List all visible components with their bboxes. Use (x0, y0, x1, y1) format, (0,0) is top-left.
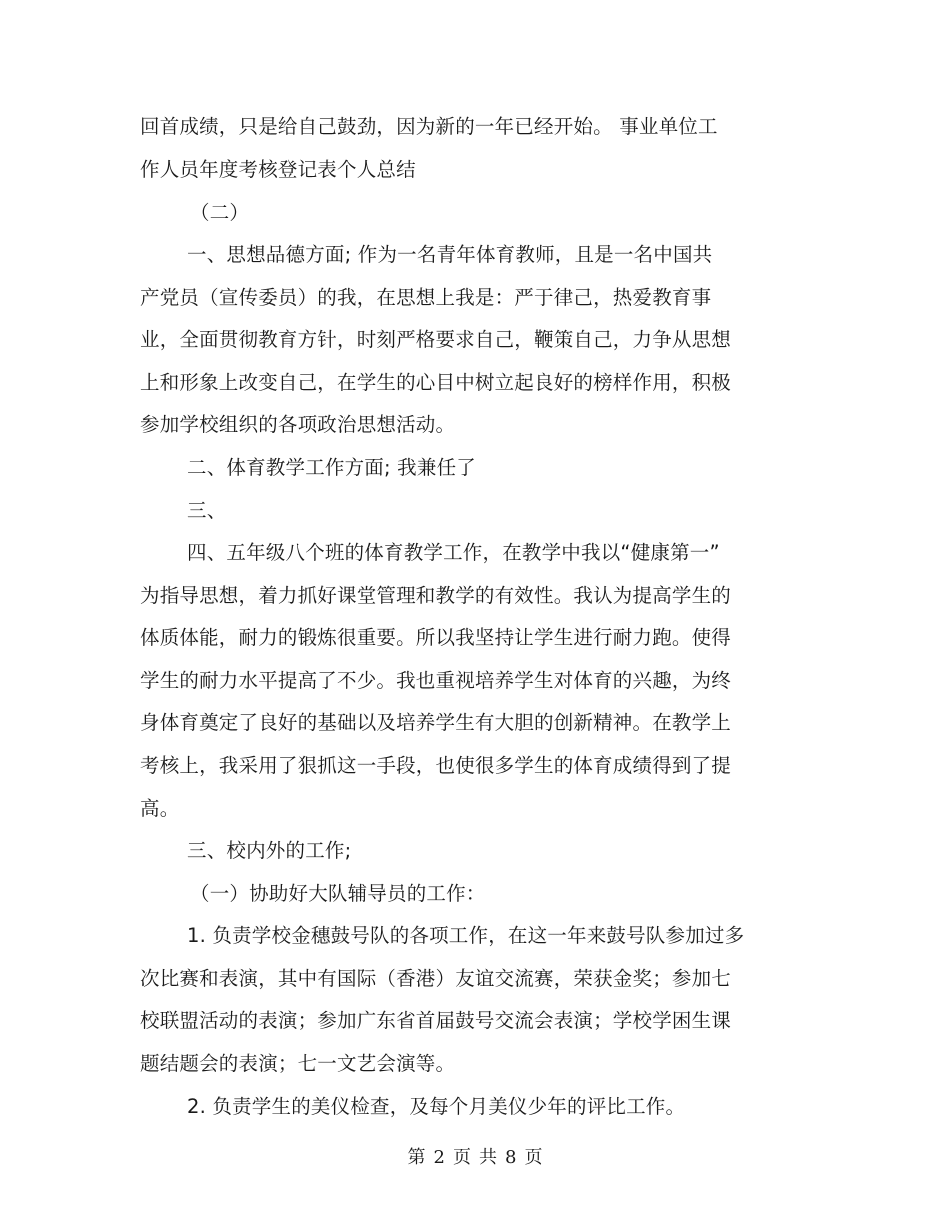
text-line-24: 2. 负责学生的美仪检查，及每个月美仪少年的评比工作。 (187, 1095, 686, 1118)
total-page-number: 8 (505, 1147, 517, 1168)
footer-prefix: 第 (407, 1147, 426, 1168)
text-line-10: 三、 (187, 499, 227, 522)
text-line-4: 一、思想品德方面; 作为一名青年体育教师，且是一名中国共 (187, 243, 713, 266)
footer-suffix: 页 (524, 1147, 543, 1168)
text-line-17: 高。 (140, 797, 180, 820)
text-line-20: 1. 负责学校金穗鼓号队的各项工作，在这一年来鼓号队参加过多 (187, 924, 745, 947)
text-line-23: 题结题会的表演；七一文艺会演等。 (140, 1052, 456, 1075)
text-line-6: 业，全面贯彻教育方针，时刻严格要求自己，鞭策自己，力争从思想 (140, 328, 732, 351)
page-footer (0, 1146, 950, 1170)
text-line-21: 次比赛和表演，其中有国际（香港）友谊交流赛，荣获金奖；参加七 (140, 967, 732, 990)
text-line-7: 上和形象上改变自己，在学生的心目中树立起良好的榜样作用，积极 (140, 371, 732, 394)
text-line-13: 体质体能，耐力的锻炼很重要。所以我坚持让学生进行耐力跑。使得 (140, 626, 732, 649)
footer-page-word: 页 (453, 1147, 471, 1168)
text-line-18: 三、校内外的工作; (187, 839, 352, 862)
text-line-12: 为指导思想，着力抓好课堂管理和教学的有效性。我认为提高学生的 (140, 584, 732, 607)
current-page-number: 2 (433, 1147, 445, 1168)
text-line-5: 产党员（宣传委员）的我，在思想上我是：严于律己，热爱教育事 (140, 286, 712, 309)
text-line-9: 二、体育教学工作方面; 我兼任了 (187, 456, 476, 479)
text-line-2: 作人员年度考核登记表个人总结 (140, 158, 416, 181)
text-line-15: 身体育奠定了良好的基础以及培养学生有大胆的创新精神。在教学上 (140, 711, 732, 734)
text-line-14: 学生的耐力水平提高了不少。我也重视培养学生对体育的兴趣，为终 (140, 669, 732, 692)
text-line-19: （一）协助好大队辅导员的工作： (190, 882, 486, 905)
text-line-11: 四、五年级八个班的体育教学工作，在教学中我以“健康第一” (187, 541, 720, 564)
text-line-22: 校联盟活动的表演；参加广东省首届鼓号交流会表演；学校学困生课 (140, 1009, 732, 1032)
text-line-1: 回首成绩，只是给自己鼓劲，因为新的一年已经开始。 事业单位工 (140, 115, 718, 138)
text-line-8: 参加学校组织的各项政治思想活动。 (140, 413, 456, 436)
footer-total-word: 共 (479, 1147, 497, 1168)
section-heading-2: （二） (190, 201, 250, 224)
text-line-16: 考核上，我采用了狠抓这一手段，也使很多学生的体育成绩得到了提 (140, 754, 732, 777)
